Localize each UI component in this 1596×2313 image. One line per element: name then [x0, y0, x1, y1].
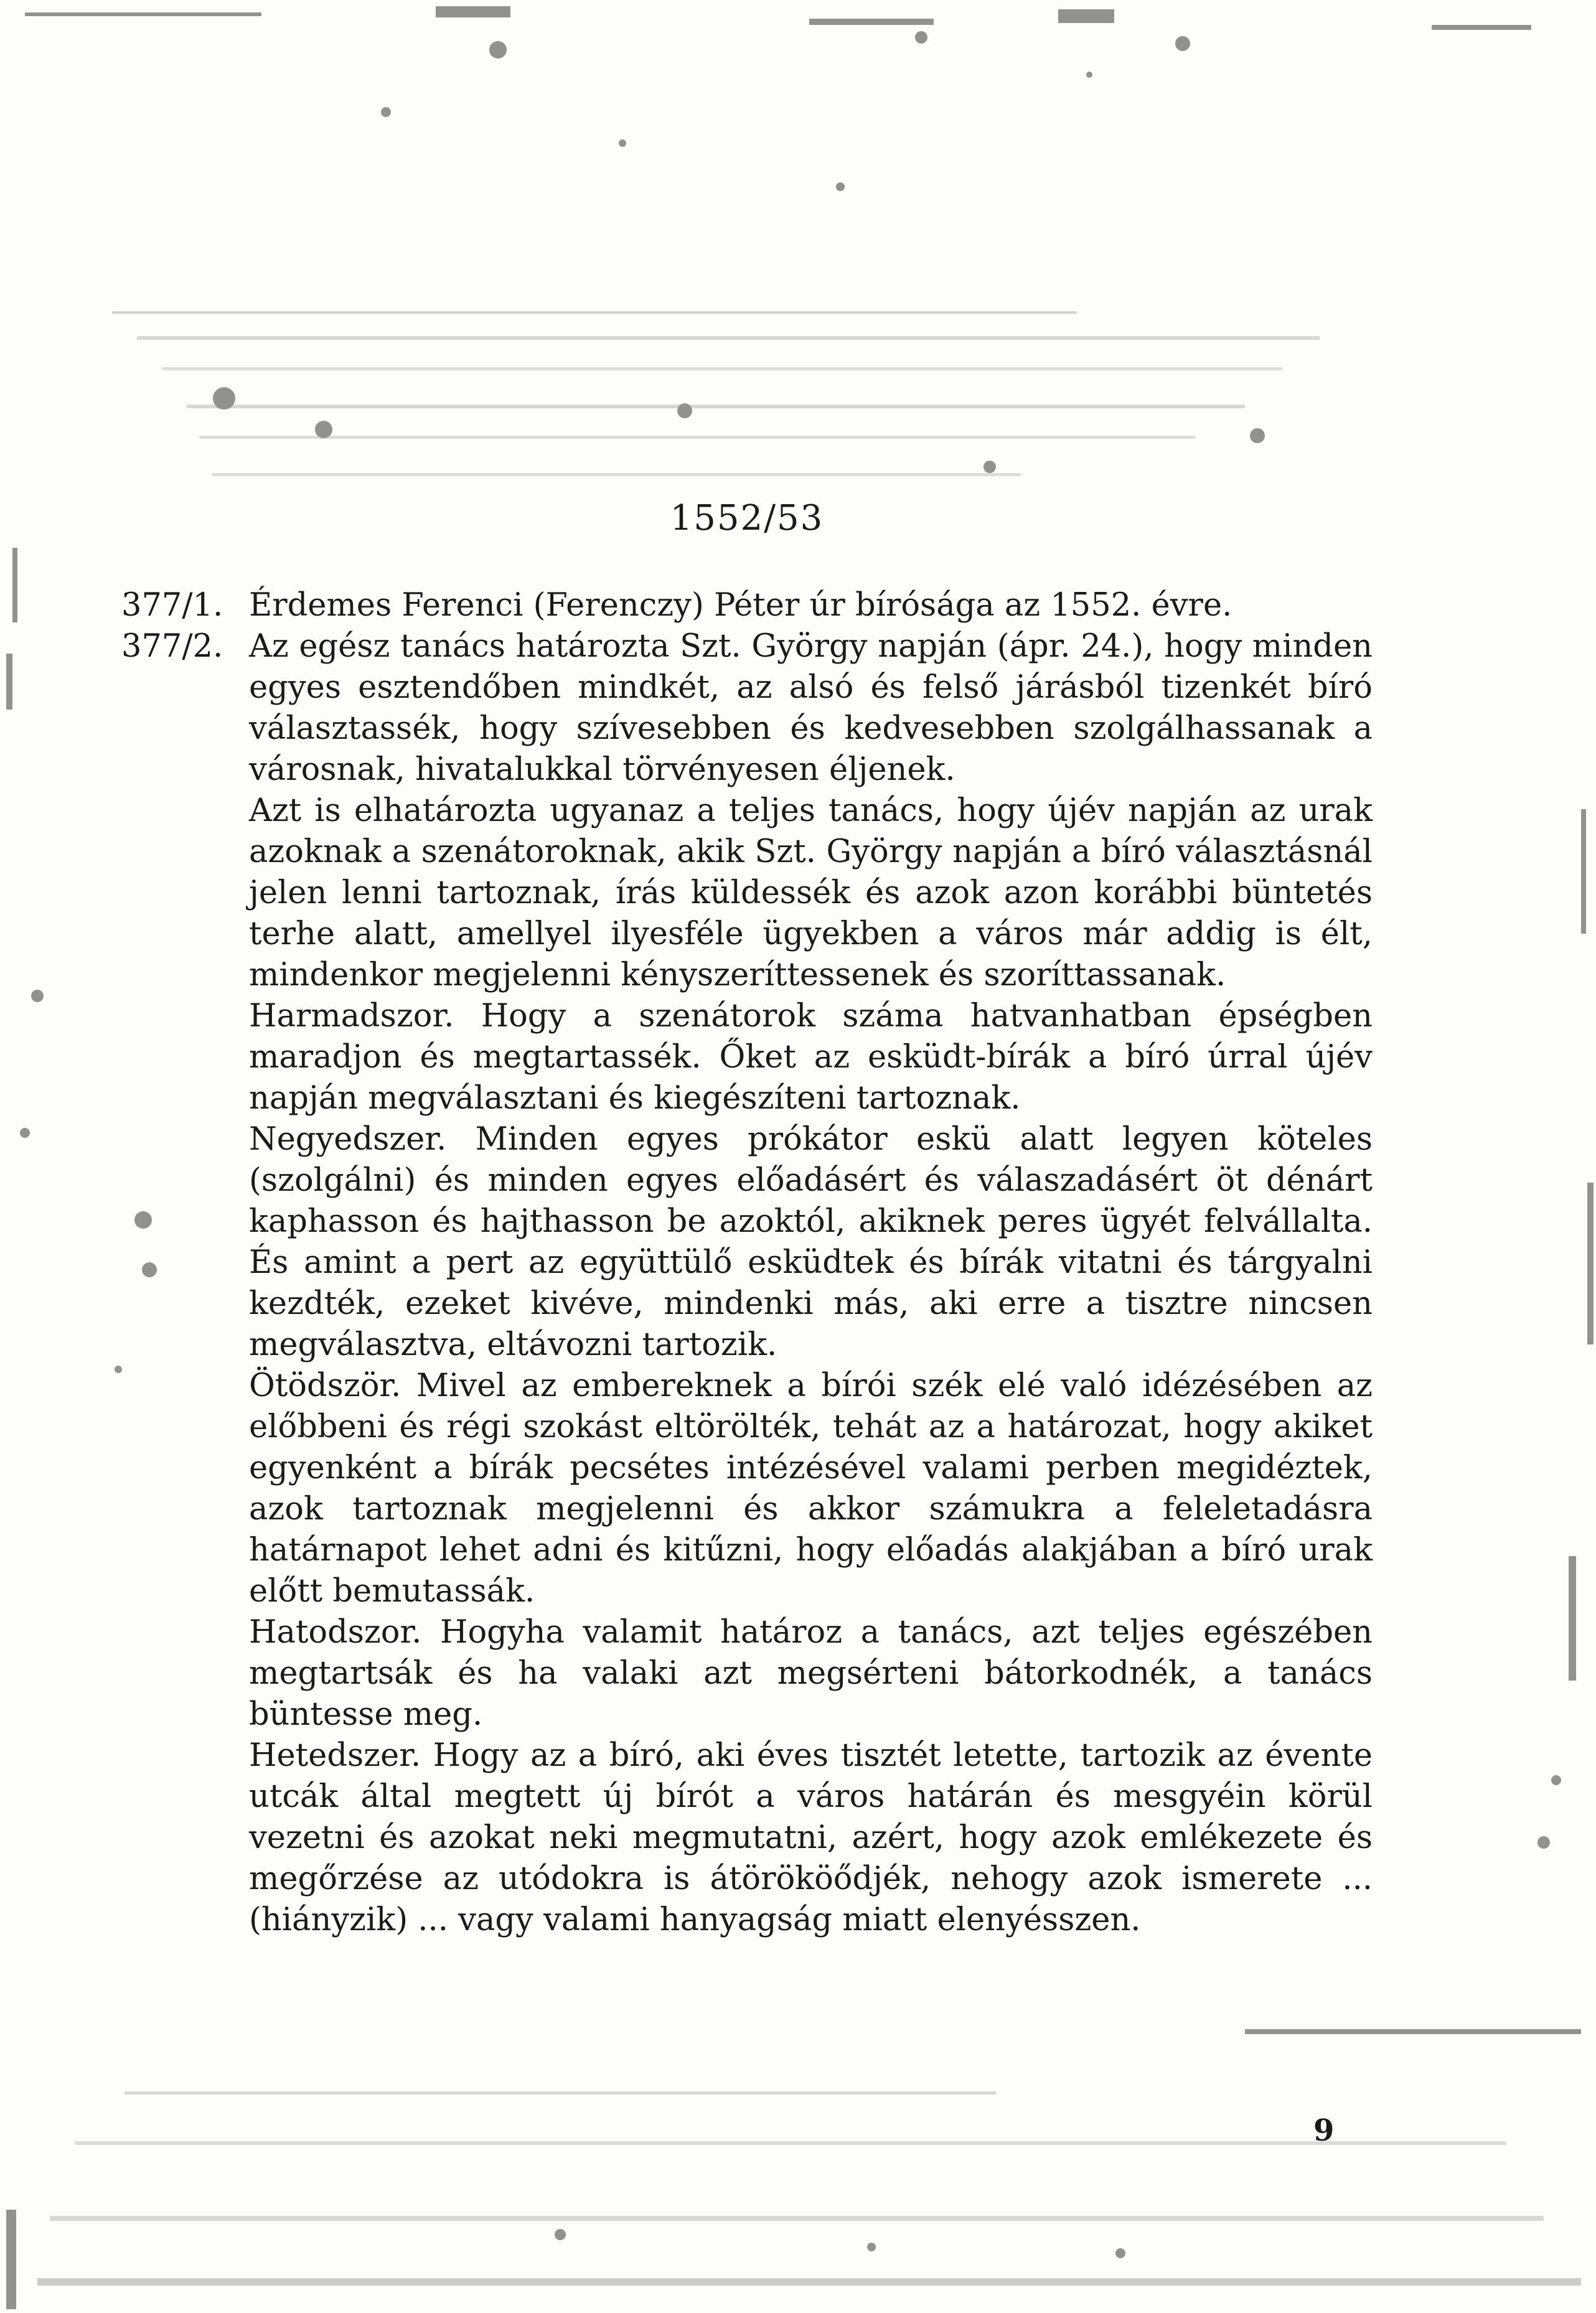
entry-377-2: [121, 626, 1373, 1941]
entry-body: [249, 585, 1373, 626]
entry-paragraph: Hatodszor. Hogyha valamit határoz a tanács, azt teljes egészében megtartsák és ha valaki azt megsérteni bátorkodnék, a tanács büntesse meg.: [249, 1614, 1373, 1733]
entry-paragraph: Érdemes Ferenci (Ferenczy) Péter úr bírósága az 1552. évre.: [249, 587, 1232, 624]
entries-list: [121, 585, 1373, 1941]
entry-377-1: [121, 585, 1373, 626]
year-heading: 1552/53: [670, 498, 824, 538]
entry-paragraph: Az egész tanács határozta Szt. György napján (ápr. 24.), hogy minden egyes esztendőben mindkét, az alsó és felső járásból tizenkét bíró választassék, hogy szívesebben és kedvesebben szolgálhassanak a városnak, hivatalukkal törvényesen éljenek.: [249, 628, 1373, 788]
entry-number: 377/1.: [121, 587, 223, 624]
entry-paragraph: Azt is elhatározta ugyanaz a teljes tanács, hogy újév napján az urak azoknak a szenátoroknak, akik Szt. György napján a bíró választásnál jelen lenni tartoznak, írás küldessék és azok azon korábbi büntetés terhe alatt, amellyel ilyesféle ügyekben a város már addig is élt, mindenkor megjelenni kényszeríttessenek és szoríttassanak.: [249, 792, 1373, 993]
page-number: 9: [1313, 2113, 1335, 2148]
entry-number: 377/2.: [121, 628, 223, 665]
entry-paragraph: Negyedszer. Minden egyes prókátor eskü alatt legyen köteles (szolgálni) és minden egyes előadásért és válaszadásért öt dénárt kaphasson és hajthasson be azoktól, akiknek peres ügyét felvállalta. És amint a pert az együttülő esküdtek és bírák vitatni és tárgyalni kezdték, ezeket kivéve, mindenki más, aki erre a tisztre nincsen megválasztva, eltávozni tartozik.: [249, 1121, 1373, 1363]
entry-paragraph: Hetedszer. Hogy az a bíró, aki éves tisztét letette, tartozik az évente utcák által megtett új bírót a város határán és mesgyéin körül vezetni és azokat neki megmutatni, azért, hogy azok emlékezete és megőrzése az utódokra is átörököődjék, nehogy azok ismerete ... (hiányzik) ... vagy valami hanyagság miatt elenyésszen.: [249, 1737, 1373, 1938]
entry-body: [249, 626, 1373, 1941]
entry-paragraph: Harmadszor. Hogy a szenátorok száma hatvanhatban épségben maradjon és megtartassék. Őket az esküdt-bírák a bíró úrral újév napján megválasztani és kiegészíteni tartoznak.: [249, 998, 1373, 1117]
entry-paragraph: Ötödször. Mivel az embereknek a bírói szék elé való idézésében az előbbeni és régi szokást eltörölték, tehát az a határozat, hogy akiket egyenként a bírák pecsétes intézésével valami perben megidéztek, azok tartoznak megjelenni és akkor számukra a feleletadásra határnapot lehet adni és kitűzni, hogy előadás alakjában a bíró urak előtt bemutassák.: [249, 1368, 1373, 1610]
